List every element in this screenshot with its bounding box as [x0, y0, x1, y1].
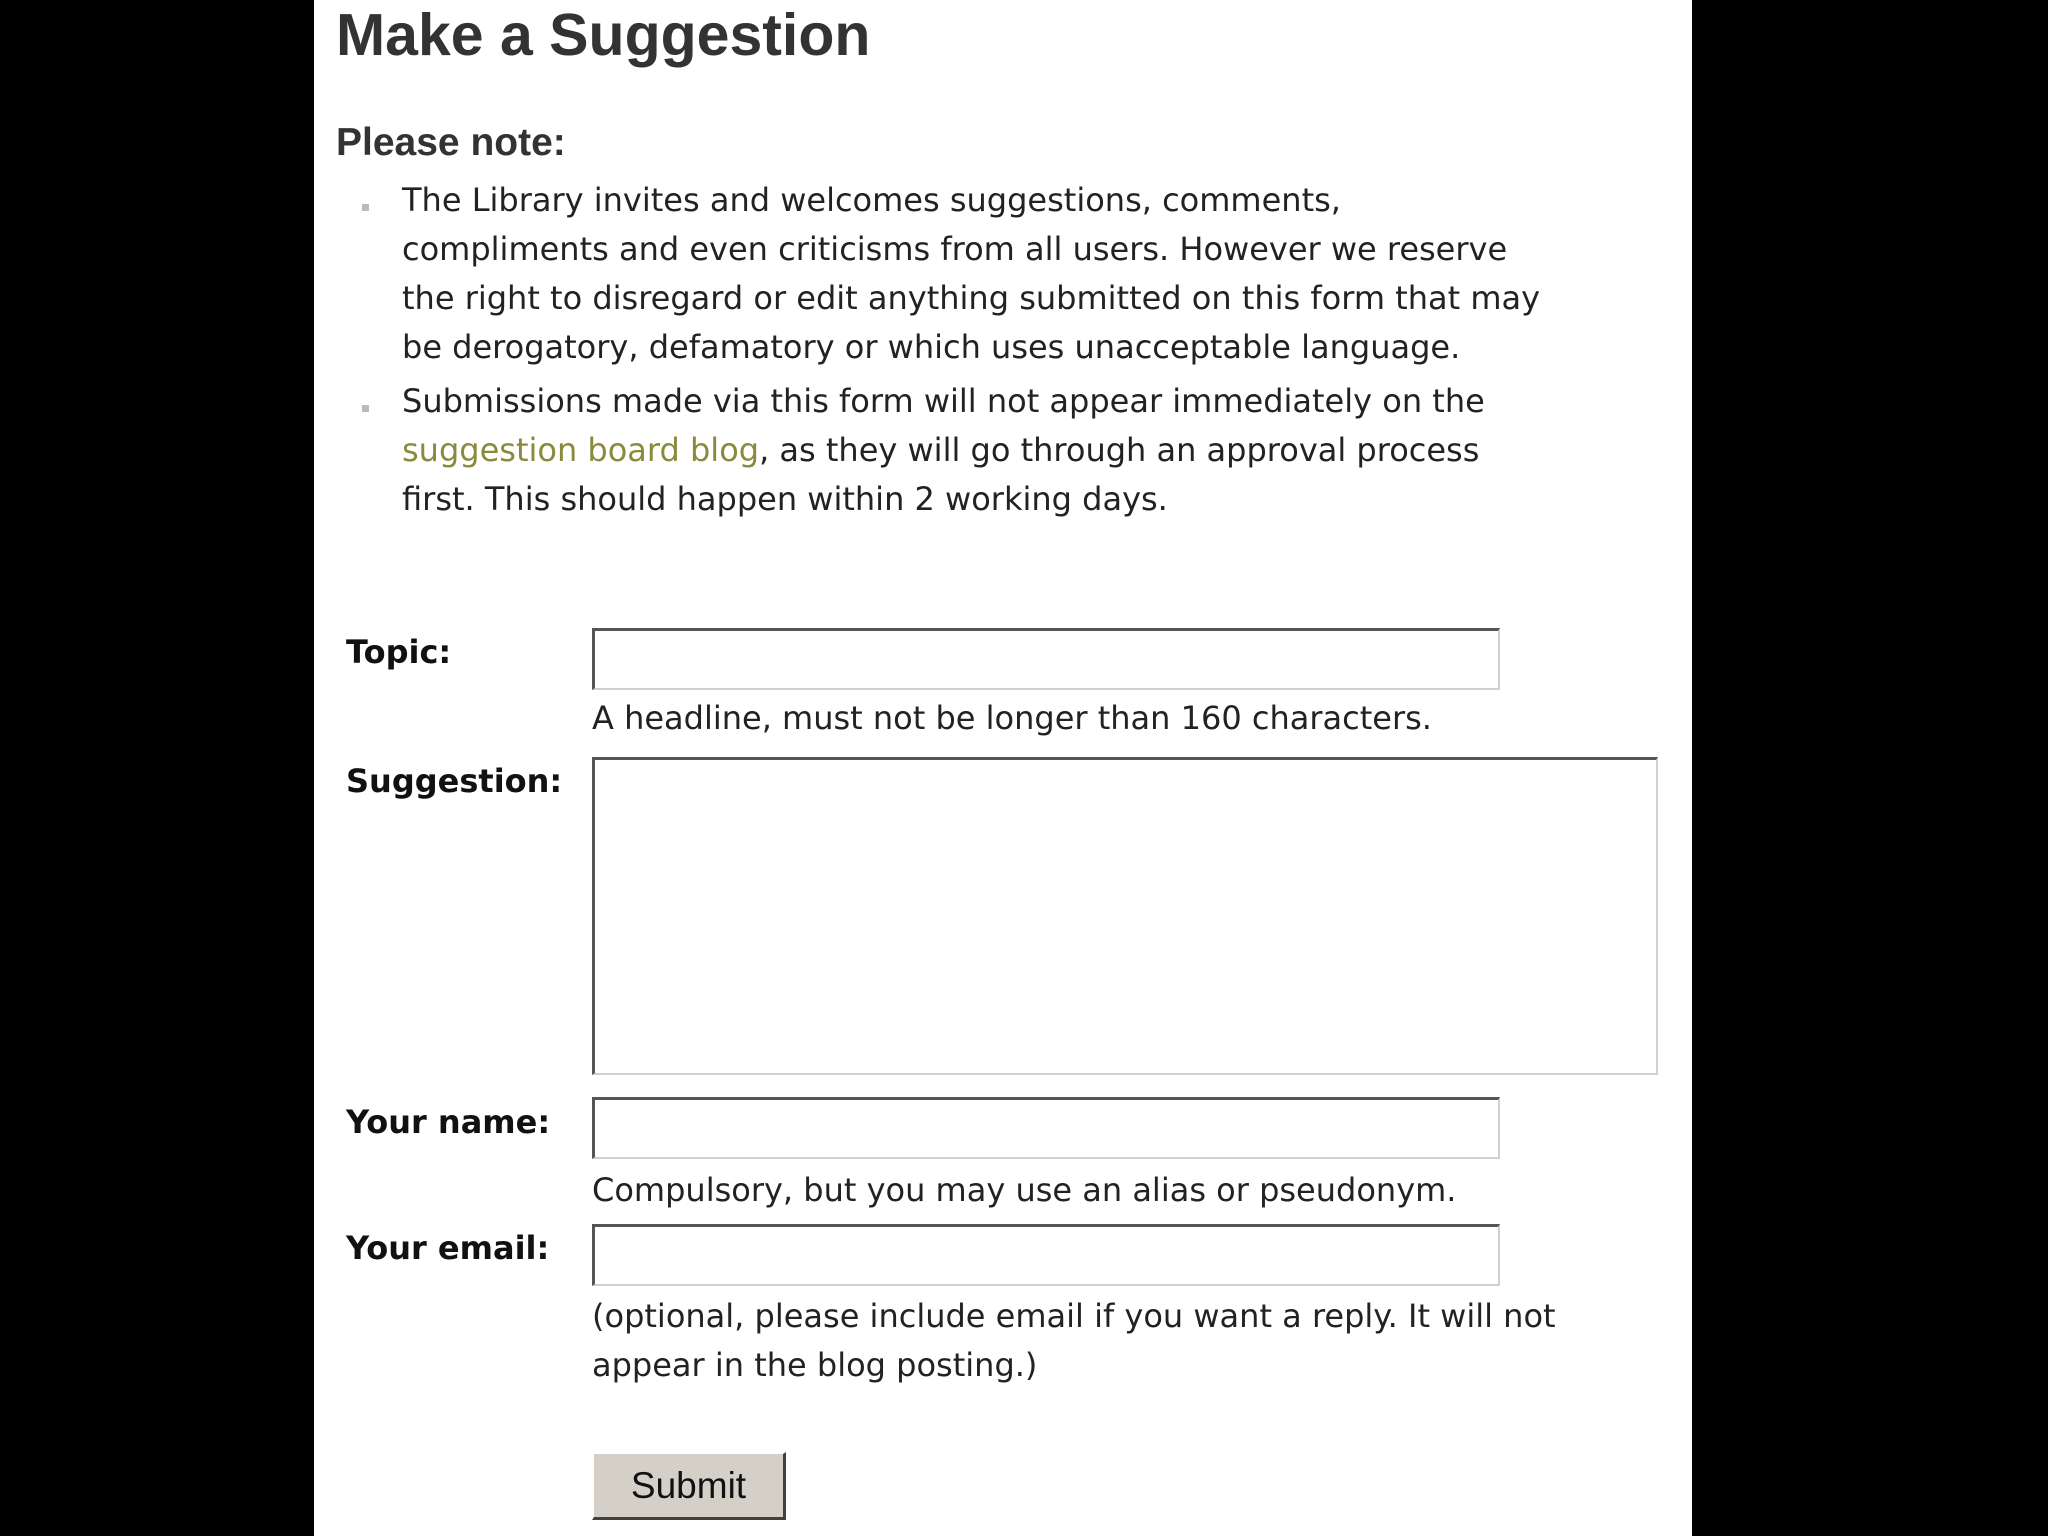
- topic-input[interactable]: [592, 628, 1500, 690]
- suggestion-form: [314, 0, 1692, 1536]
- suggestion-label: Suggestion:: [346, 762, 563, 800]
- suggestion-textarea[interactable]: [592, 757, 1658, 1075]
- email-hint: (optional, please include email if you want a reply. It will not appear in the blog posting.): [592, 1297, 1556, 1384]
- name-hint: Compulsory, but you may use an alias or pseudonym.: [592, 1171, 1457, 1209]
- email-input[interactable]: [592, 1224, 1500, 1286]
- page-title: Make a Suggestion: [336, 2, 871, 68]
- note-text-end: , as they will go through an approval process first. This should happen within 2 working days.: [402, 431, 1480, 518]
- name-input[interactable]: [592, 1097, 1500, 1159]
- name-label: Your name:: [346, 1103, 551, 1141]
- suggestion-board-blog-link[interactable]: suggestion board blog: [402, 431, 760, 469]
- topic-label: Topic:: [346, 633, 452, 671]
- submit-button[interactable]: Submit: [592, 1452, 786, 1520]
- topic-hint: A headline, must not be longer than 160 characters.: [592, 699, 1432, 737]
- note-text-start: Submissions made via this form will not appear immediately on the: [402, 382, 1485, 420]
- note-heading: Please note:: [336, 121, 566, 164]
- note-text: The Library invites and welcomes suggestions, comments, compliments and even criticisms from all users. However we reserve the right to disregard or edit anything submitted on this form that may be derogatory, defamatory or which uses unacceptable language.: [402, 181, 1541, 366]
- page-content: [314, 0, 1692, 1536]
- email-label: Your email:: [346, 1229, 550, 1267]
